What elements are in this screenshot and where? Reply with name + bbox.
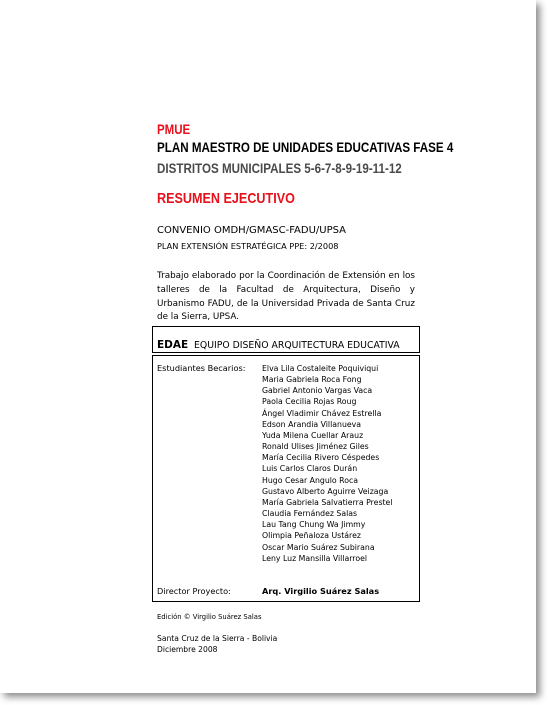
student-name: Ángel Vladimir Chávez Estrella — [262, 407, 382, 418]
student-name: Elva Lila Costaleite Poquiviqui — [262, 363, 379, 373]
students-label: Estudiantes Becarios: — [157, 363, 246, 373]
summary-heading: RESUMEN EJECUTIVO — [157, 190, 295, 207]
student-name: Yuda Milena Cuellar Arauz — [262, 429, 364, 440]
student-name: Olimpia Peñaloza Ustárez — [262, 530, 361, 541]
intro-paragraph: Trabajo elaborado por la Coordinación de Extensión en los talleres de la Facultad de Arquitectura, Diseño y Urbanismo FADU, de la Universidad Privada de Santa Cruz de la Sierra, UPSA. — [157, 271, 415, 323]
student-name: Luis Carlos Claros Durán — [262, 463, 358, 474]
student-name: María Cecilia Rivero Céspedes — [262, 452, 380, 463]
student-name: Edson Arandia Villanueva — [262, 418, 362, 429]
student-name: Gabriel Antonio Vargas Vaca — [262, 385, 373, 396]
team-full-name: EQUIPO DISEÑO ARQUITECTURA EDUCATIVA — [194, 340, 400, 351]
student-name: Ronald Ulises Jiménez Giles — [262, 441, 369, 452]
extension-plan-line: PLAN EXTENSIÓN ESTRATÉGICA PPE: 2/2008 — [157, 241, 339, 251]
student-name: Maria Gabriela Roca Fong — [262, 374, 362, 385]
publication-place: Santa Cruz de la Sierra - Bolivia — [157, 634, 278, 643]
student-name: Leny Luz Mansilla Villarroel — [262, 552, 368, 563]
team-abbr: EDAE — [157, 339, 189, 351]
districts-subtitle: DISTRITOS MUNICIPALES 5-6-7-8-9-19-11-12 — [157, 161, 402, 176]
student-name: Hugo Cesar Angulo Roca — [262, 474, 359, 485]
edition-credit: Edición © Virgilio Suárez Salas — [157, 613, 262, 621]
student-name: Oscar Mario Suárez Subirana — [262, 541, 375, 552]
publication-date: Diciembre 2008 — [157, 645, 218, 654]
student-name: Claudia Fernández Salas — [262, 508, 358, 519]
director-name: Arq. Virgilio Suárez Salas — [262, 586, 380, 596]
director-label: Director Proyecto: — [157, 586, 231, 596]
plan-title: PLAN MAESTRO DE UNIDADES EDUCATIVAS FASE 4 — [157, 140, 454, 155]
student-name: Paola Cecilia Rojas Roug — [262, 396, 357, 407]
acronym-title: PMUE — [157, 121, 191, 137]
student-name: María Gabriela Salvatierra Prestel — [262, 496, 393, 507]
agreement-line: CONVENIO OMDH/GMASC-FADU/UPSA — [157, 225, 347, 236]
student-name: Lau Tang Chung Wa Jimmy — [262, 519, 366, 530]
students-list — [262, 363, 393, 564]
student-name: Gustavo Alberto Aguirre Veizaga — [262, 485, 389, 496]
